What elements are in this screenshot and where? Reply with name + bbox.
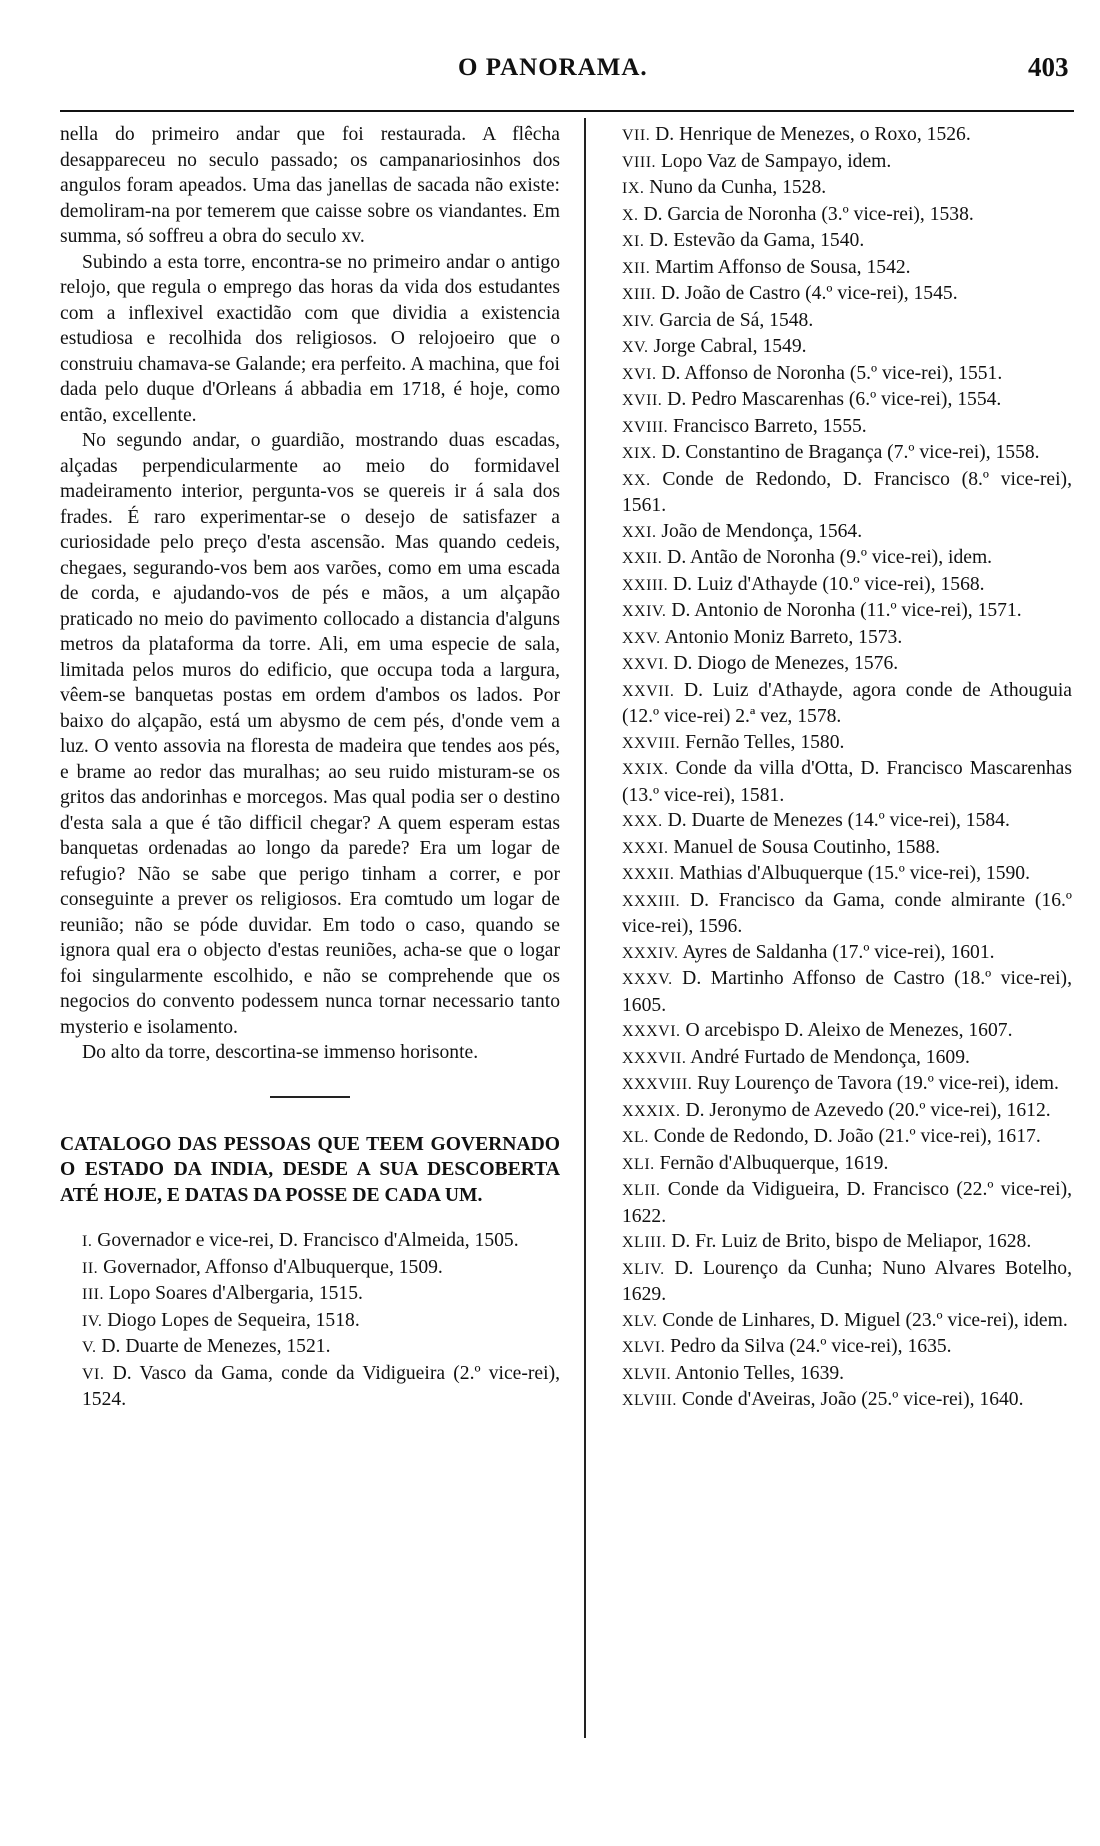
entry-text: D. Antão de Noronha (9.º vice-rei), idem. — [667, 547, 993, 568]
entry-text: Ayres de Saldanha (17.º vice-rei), 1601. — [682, 941, 995, 963]
entry-text: Conde da Vidigueira, D. Francisco (22.º vice-rei), 1622. — [622, 1179, 1072, 1227]
article-paragraph: No segundo andar, o guardião, mostrando duas escadas, alçadas perpendicularmente ao meio do formidavel madeiramento interior, pergunta-vos se quereis ir á sala dos frades. É raro experimentar-se o desejo de satisfazer a curiosidade pelo preço d'esta ascensão. Mas quando cedeis, chegaes, segurando-vos bem aos varões, como em uma escada de corda, e ajudando-vos de pés e mãos, a um alçapão praticado no meio do pavimento collocado a distancia d'alguns metros da plataforma da torre. Ali, em uma especie de sala, limitada pelos muros do edificio, que occupa toda a largura, vêem-se banquetas postas em ordem d'ambos os lados. Por baixo do alçapão, está um abysmo de cem pés, d'onde vem a luz. O vento assovia na floresta de madeira que tendes aos pés, e brame ao redor das muralhas; ao seu ruido misturam-se os gritos das andorinhas e morcegos. Mas qual podia ser o destino d'esta sala a que é tão difficil chegar? A quem esperam estas banquetas ordenadas ao longo da parede? Era um logar de refugio? Não se sabe que perigo tinham a correr, e por conseguinte a prever os religiosos. Era comtudo um logar de reunião; não se póde duvidar. Em todo o caso, quando se ignora qual era o objecto d'estas reuniões, acha-se que o logar foi singularmente escolhido, e não se comprehende que os negocios do convento podessem nunca tornar necessario tanto mysterio e isolamento. — [60, 430, 560, 1038]
entry-number: XLI. — [622, 1155, 655, 1173]
entry-number: XLII. — [622, 1182, 661, 1199]
entry-text: O arcebispo D. Aleixo de Menezes, 1607. — [685, 1020, 1013, 1041]
catalog-entry — [600, 1045, 1072, 1072]
catalog-entry — [600, 308, 1072, 335]
entry-number: XLVIII. — [622, 1392, 677, 1409]
entry-text: Ruy Lourenço de Tavora (19.º vice-rei), idem. — [697, 1073, 1059, 1094]
entry-number: XXXV. — [622, 971, 673, 988]
entry-text: Jorge Cabral, 1549. — [653, 336, 807, 357]
entry-text: D. Pedro Mascarenhas (6.º vice-rei), 1554. — [667, 389, 1002, 410]
catalog-entry — [600, 387, 1072, 414]
article-paragraph: Subindo a esta torre, encontra-se no primeiro andar o antigo relojo, que regula o emprego das horas da vida dos estudantes com a inflexivel exactidão com que dividia a existencia estudiosa e recolhida dos religiosos. O relojoeiro que o construiu chamava-se Galande; era perfeito. A machina, que foi dada pelo duque d'Orleans á abbadia em 1718, é hoje, como então, excellente. — [60, 251, 560, 426]
entry-text: Pedro da Silva (24.º vice-rei), 1635. — [670, 1336, 952, 1357]
catalog-entry — [600, 175, 1072, 202]
catalog-entry — [600, 835, 1072, 862]
catalog-entry — [600, 1256, 1072, 1308]
catalog-entry — [600, 966, 1072, 1018]
entry-number: XXVI. — [622, 656, 669, 673]
catalog-entry — [60, 1308, 560, 1335]
entry-text: D. João de Castro (4.º vice-rei), 1545. — [660, 283, 958, 304]
entry-number: II. — [82, 1259, 99, 1277]
entry-number: XXXIX. — [622, 1102, 681, 1120]
entry-text: Governador, Affonso d'Albuquerque, 1509. — [103, 1256, 443, 1278]
catalog-entry — [600, 255, 1072, 282]
catalog-title: CATALOGO DAS PESSOAS QUE TEEM GOVERNADO O ESTADO DA INDIA, DESDE A SUA DESCOBERTA ATÉ HOJE, E DATAS DA POSSE DE CADA UM. — [60, 1133, 560, 1206]
catalog-entry — [600, 678, 1072, 730]
entry-number: XXIX. — [622, 761, 669, 778]
catalog-entry — [60, 1334, 560, 1361]
entry-text: D. Duarte de Menezes, 1521. — [101, 1336, 331, 1357]
entry-text: D. Antonio de Noronha (11.º vice-rei), 1571. — [671, 600, 1022, 621]
entry-text: D. Fr. Luiz de Brito, bispo de Meliapor, 1628. — [671, 1231, 1032, 1252]
catalog-entry — [600, 149, 1072, 176]
entry-text: André Furtado de Mendonça, 1609. — [690, 1046, 970, 1068]
entry-text: Mathias d'Albuquerque (15.º vice-rei), 1590. — [679, 863, 1030, 884]
catalog-entry — [600, 1229, 1072, 1256]
catalog-entry — [600, 625, 1072, 652]
entry-text: Nuno da Cunha, 1528. — [649, 177, 827, 198]
entry-number: X. — [622, 206, 639, 224]
entry-number: XVI. — [622, 365, 657, 383]
entry-text: D. Garcia de Noronha (3.º vice-rei), 1538. — [643, 203, 974, 225]
catalog-entry — [600, 467, 1072, 519]
catalog-entry — [600, 1151, 1072, 1178]
entry-text: D. Duarte de Menezes (14.º vice-rei), 1584. — [667, 810, 1010, 831]
catalog-entry — [600, 1177, 1072, 1229]
entry-number: XXXVII. — [622, 1049, 687, 1067]
entry-number: XXVII. — [622, 682, 675, 700]
catalog-entry — [600, 808, 1072, 835]
catalog-entry — [600, 440, 1072, 467]
entry-number: XXXIV. — [622, 944, 679, 962]
catalog-entry — [600, 888, 1072, 940]
section-separator — [270, 1096, 350, 1098]
entry-text: D. Constantino de Bragança (7.º vice-rei), 1558. — [661, 442, 1040, 463]
entry-text: D. Luiz d'Athayde, agora conde de Athouguia (12.º vice-rei) 2.ª vez, 1578. — [622, 679, 1072, 727]
entry-number: XIX. — [622, 445, 657, 462]
entry-number: XXII. — [622, 550, 663, 567]
entry-text: Diogo Lopes de Sequeira, 1518. — [107, 1309, 360, 1331]
entry-number: XXI. — [622, 523, 657, 541]
entry-text: Conde da villa d'Otta, D. Francisco Mascarenhas (13.º vice-rei), 1581. — [622, 758, 1073, 806]
catalog-entry — [60, 1255, 560, 1282]
entry-text: Fernão Telles, 1580. — [685, 731, 845, 753]
entry-text: D. Henrique de Menezes, o Roxo, 1526. — [655, 124, 971, 145]
catalog-list-left — [60, 1228, 560, 1413]
catalog-entry — [600, 1018, 1072, 1045]
page-number: 403 — [1028, 52, 1069, 82]
catalog-entry — [600, 940, 1072, 967]
article-paragraph: Do alto da torre, descortina-se immenso horisonte. — [82, 1042, 479, 1063]
catalog-entry — [600, 1124, 1072, 1151]
catalog-entry — [60, 1361, 560, 1413]
entry-text: D. Luiz d'Athayde (10.º vice-rei), 1568. — [673, 573, 985, 595]
catalog-entry — [600, 1387, 1072, 1414]
entry-number: XXX. — [622, 813, 663, 830]
entry-number: V. — [82, 1339, 97, 1356]
entry-text: Governador e vice-rei, D. Francisco d'Almeida, 1505. — [97, 1230, 519, 1251]
entry-number: XXXIII. — [622, 892, 681, 910]
entry-text: Lopo Soares d'Albergaria, 1515. — [108, 1283, 363, 1304]
page-header — [0, 50, 1100, 90]
entry-number: XVII. — [622, 392, 663, 409]
entry-text: Conde de Redondo, D. João (21.º vice-rei), 1617. — [653, 1126, 1041, 1147]
entry-number: III. — [82, 1286, 104, 1303]
catalog-list-right — [600, 122, 1072, 1414]
catalog-entry — [600, 281, 1072, 308]
entry-number: XX. — [622, 471, 651, 489]
entry-text: D. Jeronymo de Azevedo (20.º vice-rei), 1612. — [685, 1099, 1051, 1121]
entry-number: VII. — [622, 127, 651, 144]
entry-number: XLIV. — [622, 1260, 665, 1278]
catalog-entry — [600, 122, 1072, 149]
entry-text: D. Lourenço da Cunha; Nuno Alvares Botelho, 1629. — [622, 1257, 1072, 1305]
entry-text: Conde d'Aveiras, João (25.º vice-rei), 1640. — [681, 1389, 1024, 1410]
entry-number: XXXI. — [622, 839, 669, 857]
entry-text: Antonio Telles, 1639. — [674, 1362, 845, 1384]
article-body — [60, 122, 560, 1066]
entry-text: Conde de Linhares, D. Miguel (23.º vice-rei), idem. — [662, 1309, 1068, 1331]
entry-text: Martim Affonso de Sousa, 1542. — [655, 256, 911, 278]
entry-number: XXVIII. — [622, 734, 681, 752]
entry-number: XXXVI. — [622, 1023, 681, 1040]
entry-number: XXV. — [622, 629, 661, 647]
entry-number: XLV. — [622, 1312, 658, 1330]
catalog-entry — [60, 1281, 560, 1308]
entry-text: D. Diogo de Menezes, 1576. — [673, 653, 899, 674]
entry-text: Francisco Barreto, 1555. — [673, 415, 867, 437]
catalog-entry — [600, 334, 1072, 361]
entry-number: XLVI. — [622, 1339, 666, 1356]
entry-text: João de Mendonça, 1564. — [661, 520, 863, 542]
running-title: O PANORAMA. — [458, 54, 648, 81]
entry-text: Manuel de Sousa Coutinho, 1588. — [673, 836, 941, 858]
catalog-entry — [600, 598, 1072, 625]
entry-number: XXIII. — [622, 576, 669, 594]
catalog-entry — [600, 730, 1072, 757]
entry-text: D. Estevão da Gama, 1540. — [649, 230, 865, 251]
entry-number: XLVII. — [622, 1365, 672, 1383]
catalog-entry — [600, 414, 1072, 441]
column-divider — [584, 118, 586, 1738]
entry-number: XII. — [622, 259, 651, 277]
entry-number: XXXII. — [622, 866, 675, 883]
article-paragraph: nella do primeiro andar que foi restaurada. A flêcha desappareceu no seculo passado; os campanariosinhos dos angulos foram apeados. Uma das janellas de sacada não existe: demoliram-na por temerem que caisse sobre os viandantes. Em summa, só soffreu a obra do seculo xv. — [60, 124, 560, 247]
catalog-entry — [600, 572, 1072, 599]
entry-text: Lopo Vaz de Sampayo, idem. — [660, 150, 892, 172]
catalog-entry — [600, 1334, 1072, 1361]
catalog-entry — [600, 1308, 1072, 1335]
entry-number: XIII. — [622, 286, 657, 303]
right-column — [600, 122, 1072, 1414]
entry-text: Conde de Redondo, D. Francisco (8.º vice-rei), 1561. — [622, 468, 1072, 516]
entry-text: D. Francisco da Gama, conde almirante (16.º vice-rei), 1596. — [622, 889, 1072, 937]
catalog-entry — [600, 651, 1072, 678]
catalog-entry — [600, 1098, 1072, 1125]
entry-text: Fernão d'Albuquerque, 1619. — [659, 1152, 889, 1174]
entry-number: XXXVIII. — [622, 1076, 693, 1093]
catalog-entry — [600, 228, 1072, 255]
entry-text: D. Vasco da Gama, conde da Vidigueira (2.º vice-rei), 1524. — [82, 1362, 560, 1410]
catalog-entry — [60, 1228, 560, 1255]
catalog-entry — [600, 861, 1072, 888]
entry-text: D. Martinho Affonso de Castro (18.º vice-rei), 1605. — [622, 968, 1072, 1016]
left-column — [60, 122, 560, 1413]
catalog-entry — [600, 361, 1072, 388]
entry-number: IX. — [622, 180, 645, 197]
entry-number: VIII. — [622, 153, 657, 171]
entry-number: XLIII. — [622, 1234, 667, 1251]
entry-text: Garcia de Sá, 1548. — [659, 309, 814, 331]
catalog-entry — [600, 519, 1072, 546]
entry-number: XL. — [622, 1129, 649, 1146]
entry-text: D. Affonso de Noronha (5.º vice-rei), 1551. — [661, 362, 1003, 384]
entry-number: IV. — [82, 1312, 103, 1330]
catalog-entry — [600, 545, 1072, 572]
header-rule — [60, 110, 1074, 112]
catalog-entry — [600, 1071, 1072, 1098]
entry-number: I. — [82, 1233, 93, 1250]
entry-number: VI. — [82, 1365, 105, 1383]
catalog-entry — [600, 756, 1072, 808]
entry-number: XI. — [622, 233, 645, 250]
catalog-entry — [600, 202, 1072, 229]
entry-number: XXIV. — [622, 603, 667, 620]
entry-number: XVIII. — [622, 418, 669, 436]
entry-text: Antonio Moniz Barreto, 1573. — [664, 626, 903, 648]
entry-number: XIV. — [622, 312, 655, 330]
catalog-entry — [600, 1361, 1072, 1388]
entry-number: XV. — [622, 339, 649, 356]
